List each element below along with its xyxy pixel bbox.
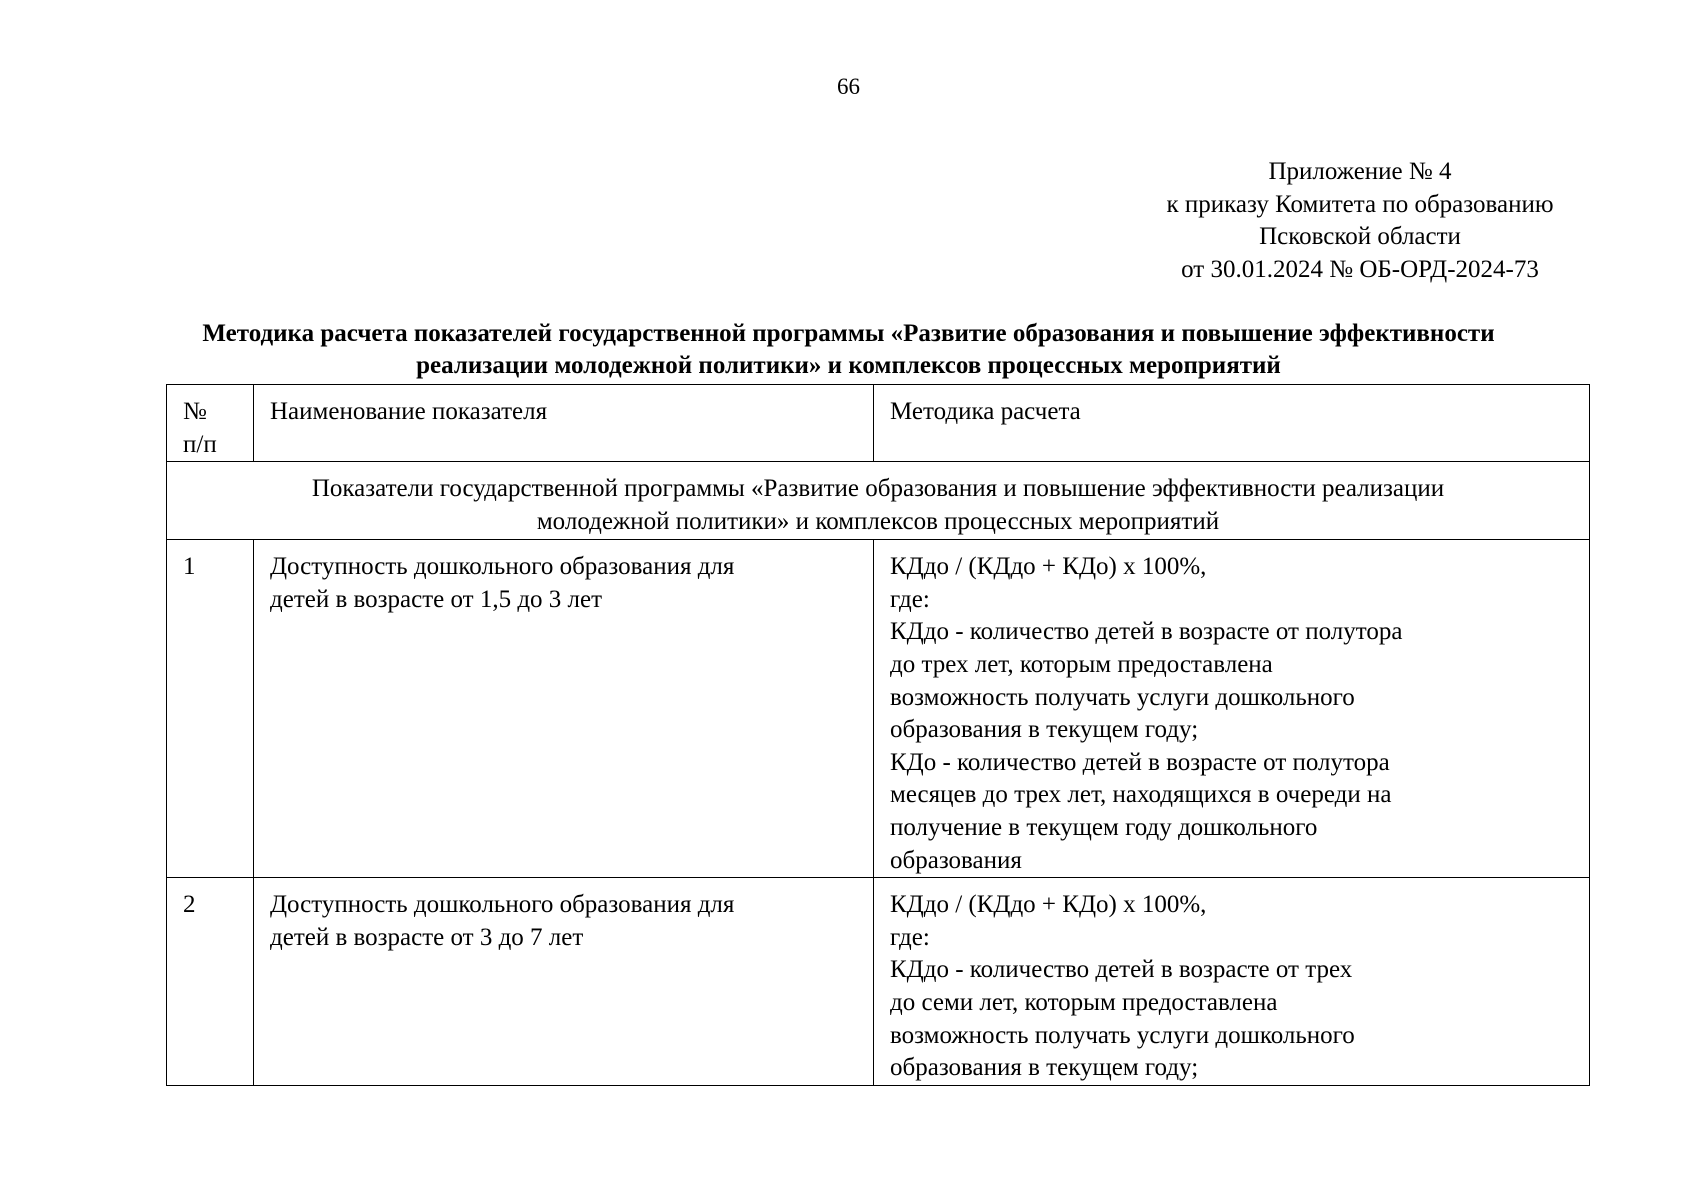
row-method-line: возможность получать услуги дошкольного	[890, 1021, 1355, 1049]
row-name-line: детей в возрасте от 3 до 7 лет	[270, 923, 584, 951]
section-line: молодежной политики» и комплексов процессных мероприятий	[536, 507, 1220, 535]
title-line: реализации молодежной политики» и комплексов процессных мероприятий	[416, 352, 1281, 379]
row-method-line: до семи лет, которым предоставлена	[890, 988, 1278, 1016]
header-num-line: №	[183, 398, 207, 425]
header-method	[874, 385, 1590, 462]
row-name-line: Доступность дошкольного образования для	[270, 891, 735, 919]
row-name-line: Доступность дошкольного образования для	[270, 553, 735, 581]
section-row	[167, 462, 1590, 540]
appendix-header	[1080, 156, 1640, 286]
appendix-line: к приказу Комитета по образованию	[1166, 190, 1554, 218]
row-num	[167, 540, 254, 878]
row-method-line: получение в текущем году дошкольного	[890, 813, 1318, 841]
row-name-line: детей в возрасте от 1,5 до 3 лет	[270, 585, 603, 613]
row-num-text: 2	[183, 891, 196, 919]
row-num-text: 1	[183, 553, 196, 581]
row-num	[167, 878, 254, 1086]
appendix-line: от 30.01.2024 № ОБ-ОРД-2024-73	[1181, 255, 1539, 283]
title-line: Методика расчета показателей государственной программы «Развитие образования и повышение эффективности	[202, 320, 1495, 347]
table-header-row	[167, 385, 1590, 462]
header-name-text: Наименование показателя	[270, 398, 548, 425]
row-method-line: КДдо / (КДдо + КДо) x 100%,	[890, 891, 1207, 919]
row-method-line: КДо - количество детей в возрасте от полутора	[890, 748, 1390, 776]
document-title	[60, 318, 1637, 382]
row-method-line: образования в текущем году;	[890, 1054, 1199, 1082]
header-method-text: Методика расчета	[890, 398, 1081, 425]
section-cell	[167, 462, 1590, 540]
row-method-line: КДдо - количество детей в возрасте от полутора	[890, 618, 1403, 646]
row-method-line: КДдо - количество детей в возрасте от трех	[890, 956, 1353, 984]
row-method	[874, 878, 1590, 1086]
row-method-line: образования	[890, 846, 1022, 874]
header-name	[254, 385, 874, 462]
table-row	[167, 878, 1590, 1086]
row-method-line: месяцев до трех лет, находящихся в очереди на	[890, 781, 1392, 809]
row-method-line: образования в текущем году;	[890, 716, 1199, 744]
page-number: 66	[837, 74, 860, 99]
row-method-line: где:	[890, 923, 930, 951]
appendix-line: Псковской области	[1259, 223, 1461, 250]
row-method-line: КДдо / (КДдо + КДо) x 100%,	[890, 553, 1207, 581]
table-row	[167, 540, 1590, 878]
row-name	[254, 878, 874, 1086]
section-line: Показатели государственной программы «Развитие образования и повышение эффективности реализации	[311, 475, 1445, 503]
row-method-line: до трех лет, которым предоставлена	[890, 650, 1273, 678]
header-num-line: п/п	[183, 430, 217, 458]
appendix-line: Приложение № 4	[1268, 158, 1452, 185]
row-method-line: где:	[890, 585, 930, 613]
row-method-line: возможность получать услуги дошкольного	[890, 683, 1355, 711]
header-num	[167, 385, 254, 462]
row-name	[254, 540, 874, 878]
indicators-table	[166, 384, 1590, 1086]
row-method	[874, 540, 1590, 878]
